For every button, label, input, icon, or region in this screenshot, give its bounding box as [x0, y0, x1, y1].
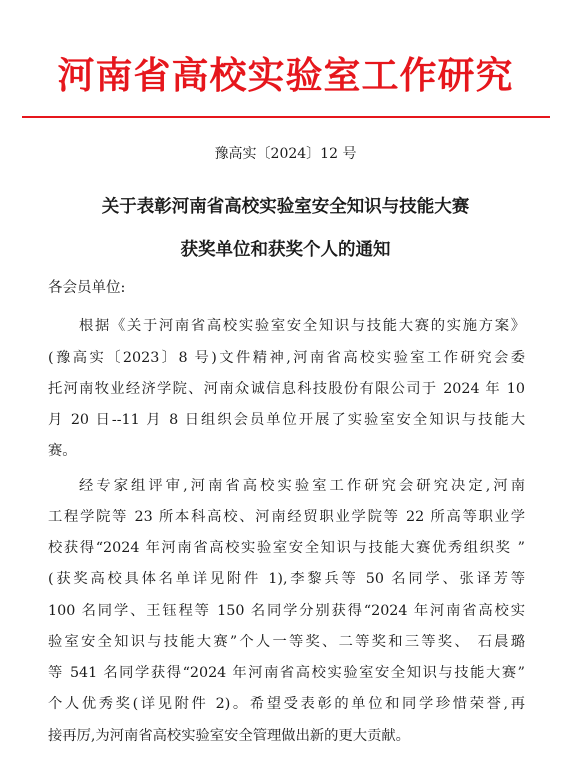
paragraph-2-line: 个人优秀奖(详见附件 2)。希望受表彰的单位和同学珍惜荣誉,再: [48, 696, 525, 712]
paragraph-2-line: (获奖高校具体名单详见附件 1),李黎兵等 50 名同学、张译芳等: [48, 571, 525, 587]
paragraph-1-line: 赛。: [48, 443, 77, 459]
paragraph-2-line: 校获得“2024 年河南省高校实验室安全知识与技能大赛优秀组织奖 ”: [48, 540, 525, 556]
paragraph-2-line: 接再厉,为河南省高校实验室安全管理做出新的更大贡献。: [48, 728, 410, 744]
paragraph-1-line: 托河南牧业经济学院、河南众诚信息科技股份有限公司于 2024 年 10: [48, 381, 525, 397]
paragraph-2-line: 100 名同学、王钰程等 150 名同学分别获得“2024 年河南省高校实: [48, 603, 525, 619]
paragraph-2-line: 经专家组评审,河南省高校实验室工作研究会研究决定,河南: [79, 478, 525, 494]
paragraph-1-line: (豫高实〔2023〕8 号)文件精神,河南省高校实验室工作研究会委: [48, 350, 525, 366]
notice-title-line-1: 关于表彰河南省高校实验室安全知识与技能大赛: [101, 197, 470, 217]
document-number: 豫高实〔2024〕12 号: [214, 146, 357, 162]
paragraph-1-line: 根据《关于河南省高校实验室安全知识与技能大赛的实施方案》: [79, 318, 525, 334]
salutation: 各会员单位:: [48, 280, 126, 296]
paragraph-2-line: 等 541 名同学获得“2024 年河南省高校实验室安全知识与技能大赛”: [48, 665, 525, 681]
paragraph-1-line: 月 20 日--11 月 8 日组织会员单位开展了实验室安全知识与技能大: [48, 412, 525, 428]
paragraph-2-line: 工程学院等 23 所本科高校、河南经贸职业学院等 22 所高等职业学: [48, 509, 525, 525]
paragraph-2-line: 验室安全知识与技能大赛”个人一等奖、二等奖和三等奖、 石晨璐: [48, 634, 525, 650]
notice-title-line-2: 获奖单位和获奖个人的通知: [180, 240, 391, 260]
org-header-title: 河南省高校实验室工作研究: [57, 54, 514, 97]
header-red-rule: [22, 116, 550, 118]
